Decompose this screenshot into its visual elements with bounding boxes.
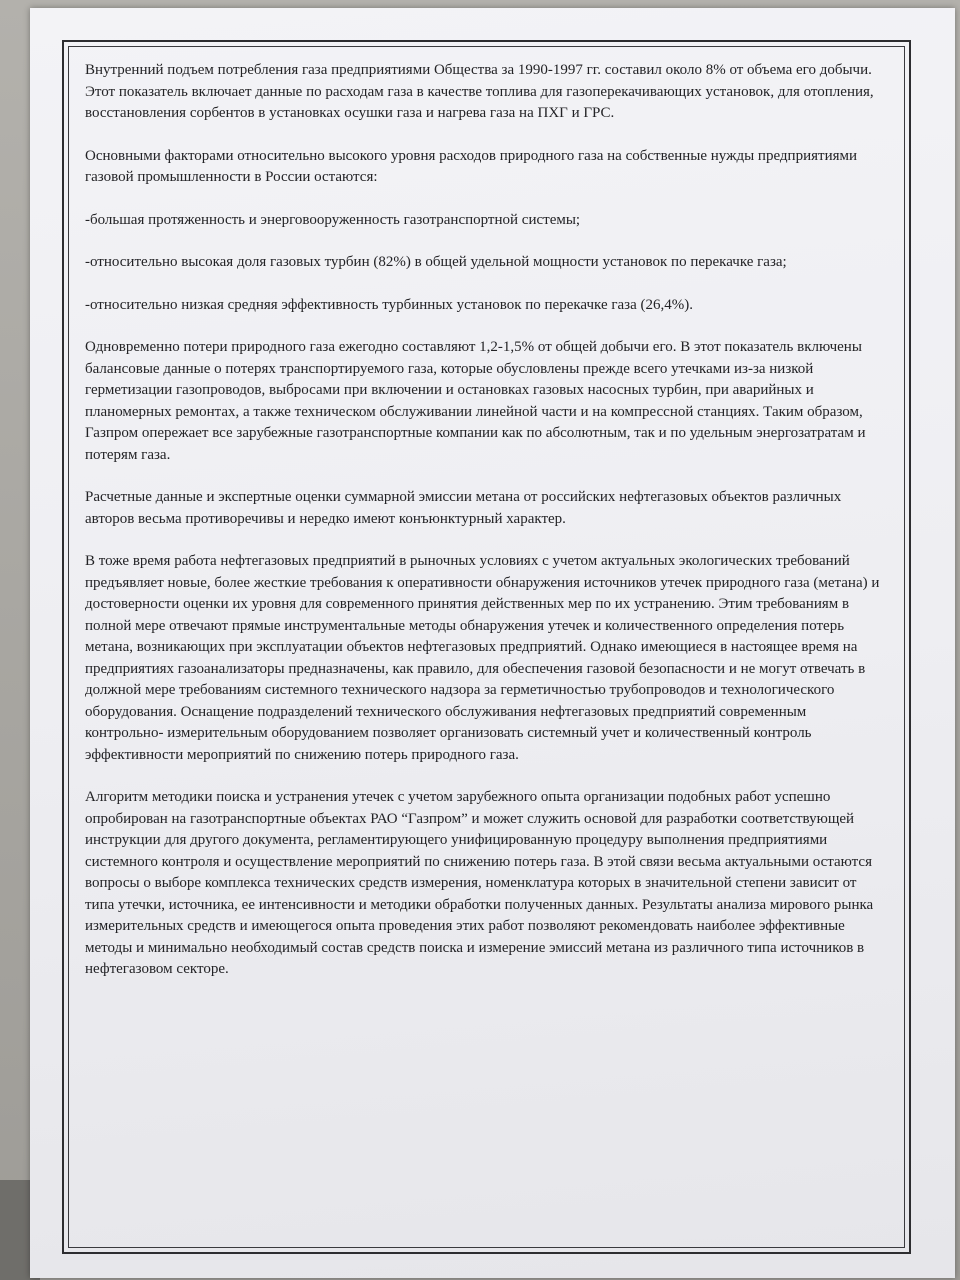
paragraph-gas-losses: Одновременно потери природного газа ежегодно составляют 1,2-1,5% от общей добычи его. В этот показатель включены балансовые данные о потерях транспортируемого газа, которые обусловлены прежде всего утечками из-за низкой герметизации газопроводов, выбросами при включении и остановках газовых насосных турбин, при аварийных и планомерных ремонтах, а также техническом обслуживании линейной части и на компрессной станциях. Таким образом, Газпром опережает все зарубежные газотранспортные компании как по абсолютным, так и по удельным энергозатратам и потерям газа. [85, 339, 866, 463]
paragraph-main-factors: Основными факторами относительно высокого уровня расходов природного газа на собственные нужды предприятиями газовой промышленности в России остаются: [85, 147, 858, 185]
paper-sheet [30, 8, 955, 1278]
paragraph-market-requirements: В тоже время работа нефтегазовых предприятий в рыночных условиях с учетом актуальных экологических требований предъявляет новые, более жесткие требования к оперативности обнаружения источников утечек природного газа (метана) и достоверности оценки их уровня для современного принятия действенных мер по их устранению. Этим требованиям в полной мере отвечают прямые инструментальные методы обнаружения утечек и количественного определения потерь метана, возникающих при эксплуатации объектов нефтегазовых предприятий. Однако имеющиеся в настоящее время на предприятиях газоанализаторы предназначены, как правило, для обеспечения газовой безопасности и не могут отвечать в должной мере требованиям системного технического надзора за герметичностью трубопроводов и технологического оборудования. Оснащение подразделений технического обслуживания нефтегазовых предприятий современным контрольно- измерительным оборудованием позволяет организовать системный учет и количественный контроль эффективности мероприятий по снижению потерь природного газа. [85, 553, 880, 763]
document-body [85, 60, 885, 1002]
paragraph-gas-consumption: Внутренний подъем потребления газа предприятиями Общества за 1990-1997 гг. составил около 8% от объема его добычи. Этот показатель включает данные по расходам газа в качестве топлива для газоперекачивающих установок, для отопления, восстановления сорбентов в установках осушки газа и нагрева газа на ПХГ и ГРС. [85, 62, 874, 121]
list-item-turbine-share: -относительно высокая доля газовых турбин (82%) в общей удельной мощности установок по перекачке газа; [85, 254, 787, 270]
list-item-turbine-efficiency: -относительно низкая средняя эффективность турбинных установок по перекачке газа (26,4%). [85, 296, 693, 313]
paragraph-methane-estimates: Расчетные данные и экспертные оценки суммарной эмиссии метана от российских нефтегазовых объектов различных авторов весьма противоречивы и нередко имеют конъюнктурный характер. [85, 489, 842, 527]
list-item-pipeline-length: -большая протяженность и энерговооруженность газотранспортной системы; [85, 211, 581, 228]
paragraph-leak-algorithm: Алгоритм методики поиска и устранения утечек с учетом зарубежного опыта организации подобных работ успешно опробирован на газотранспортные объектах РАО “Газпром” и может служить основой для разработки соответствующей инструкции для другого документа, регламентирующего унифицированную процедуру выполнения предприятиями системного контроля и осуществление мероприятий по снижению потерь газа. В этой связи весьма актуальными остаются вопросы о выборе комплекса технических средств измерения, номенклатура которых в значительной степени зависит от типа утечки, источника, ее интенсивности и методики обработки полученных данных. Результаты анализа мирового рынка измерительных средств и имеющегося опыта проведения этих работ позволяют рекомендовать наиболее эффективные методы и минимально необходимый состав средств поиска и измерение эмиссий метана из различного типа источников в нефтегазовом секторе. [85, 789, 874, 977]
